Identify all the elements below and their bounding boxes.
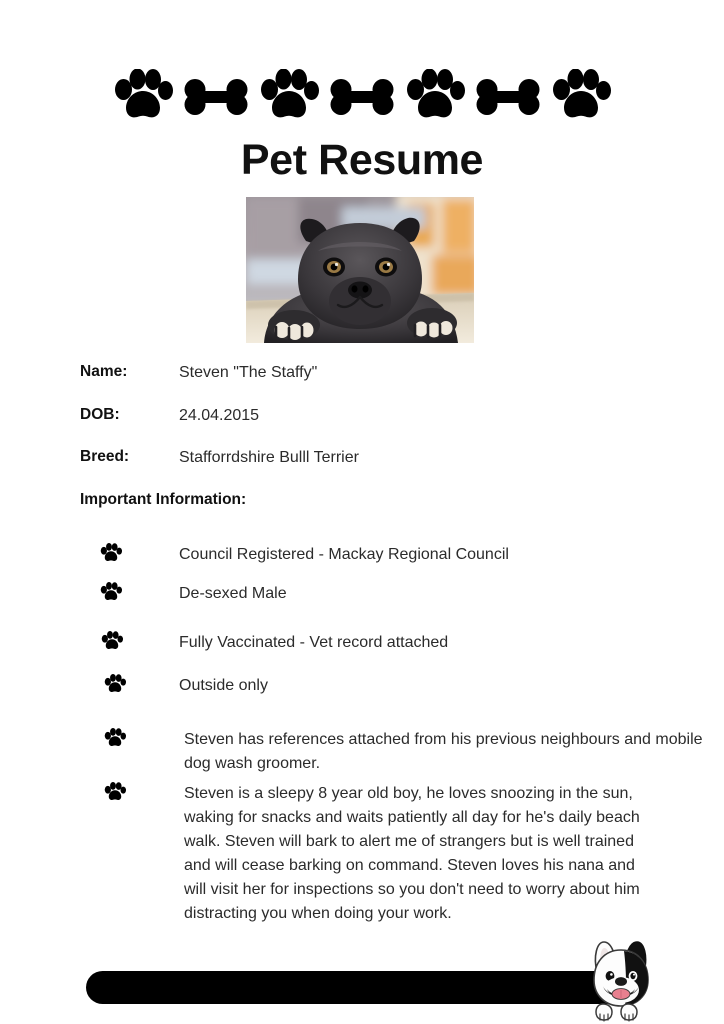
paw-print-icon <box>405 69 465 125</box>
list-item-text: Steven has references attached from his previous neighbours and mobile dog wash groomer. <box>184 731 703 772</box>
field-value-dob: 24.04.2015 <box>179 407 260 424</box>
field-row-breed <box>80 448 640 470</box>
list-item-text: Council Registered - Mackay Regional Council <box>179 546 509 563</box>
field-label-dob: DOB: <box>80 406 120 423</box>
paw-print-icon <box>113 69 173 125</box>
list-item <box>104 674 268 698</box>
list-item <box>101 631 448 655</box>
page-title: Pet Resume <box>240 136 484 184</box>
footer-bar <box>86 971 640 1004</box>
field-label-breed: Breed: <box>80 448 130 465</box>
field-row-name <box>80 363 640 385</box>
list-item <box>104 728 704 776</box>
french-bulldog-mascot-icon <box>583 936 659 1022</box>
field-row-dob <box>80 406 640 428</box>
field-value-breed: Stafforrdshire Bulll Terrier <box>179 449 359 466</box>
bone-icon <box>330 77 394 117</box>
list-item-text: De-sexed Male <box>179 585 287 602</box>
list-item <box>100 582 287 606</box>
paw-bone-decorative-border <box>0 66 724 128</box>
paw-print-icon <box>104 674 126 695</box>
field-label-name: Name: <box>80 363 128 380</box>
list-item <box>104 782 664 926</box>
paw-print-icon <box>551 69 611 125</box>
paw-print-icon <box>101 631 123 652</box>
field-value-name: Steven "The Staffy" <box>179 364 318 381</box>
section-heading-important-information: Important Information: <box>80 491 247 508</box>
bone-icon <box>476 77 540 117</box>
list-item-text: Steven is a sleepy 8 year old boy, he loves snoozing in the sun, waking for snacks and waits patiently all day for he's daily beach walk. Steven will bark to alert me of strangers but is well trained and will cease barking on command. Steven loves his nana and will visit her for inspections so you don't need to worry about him distracting you when doing your work. <box>184 785 640 922</box>
paw-print-icon <box>100 543 122 564</box>
pet-photo <box>246 197 474 343</box>
list-item-text: Fully Vaccinated - Vet record attached <box>179 634 449 651</box>
list-item <box>100 543 509 567</box>
paw-print-icon <box>259 69 319 125</box>
paw-print-icon <box>104 782 126 803</box>
paw-print-icon <box>104 728 126 749</box>
paw-print-icon <box>100 582 122 603</box>
bone-icon <box>184 77 248 117</box>
list-item-text: Outside only <box>179 677 268 694</box>
